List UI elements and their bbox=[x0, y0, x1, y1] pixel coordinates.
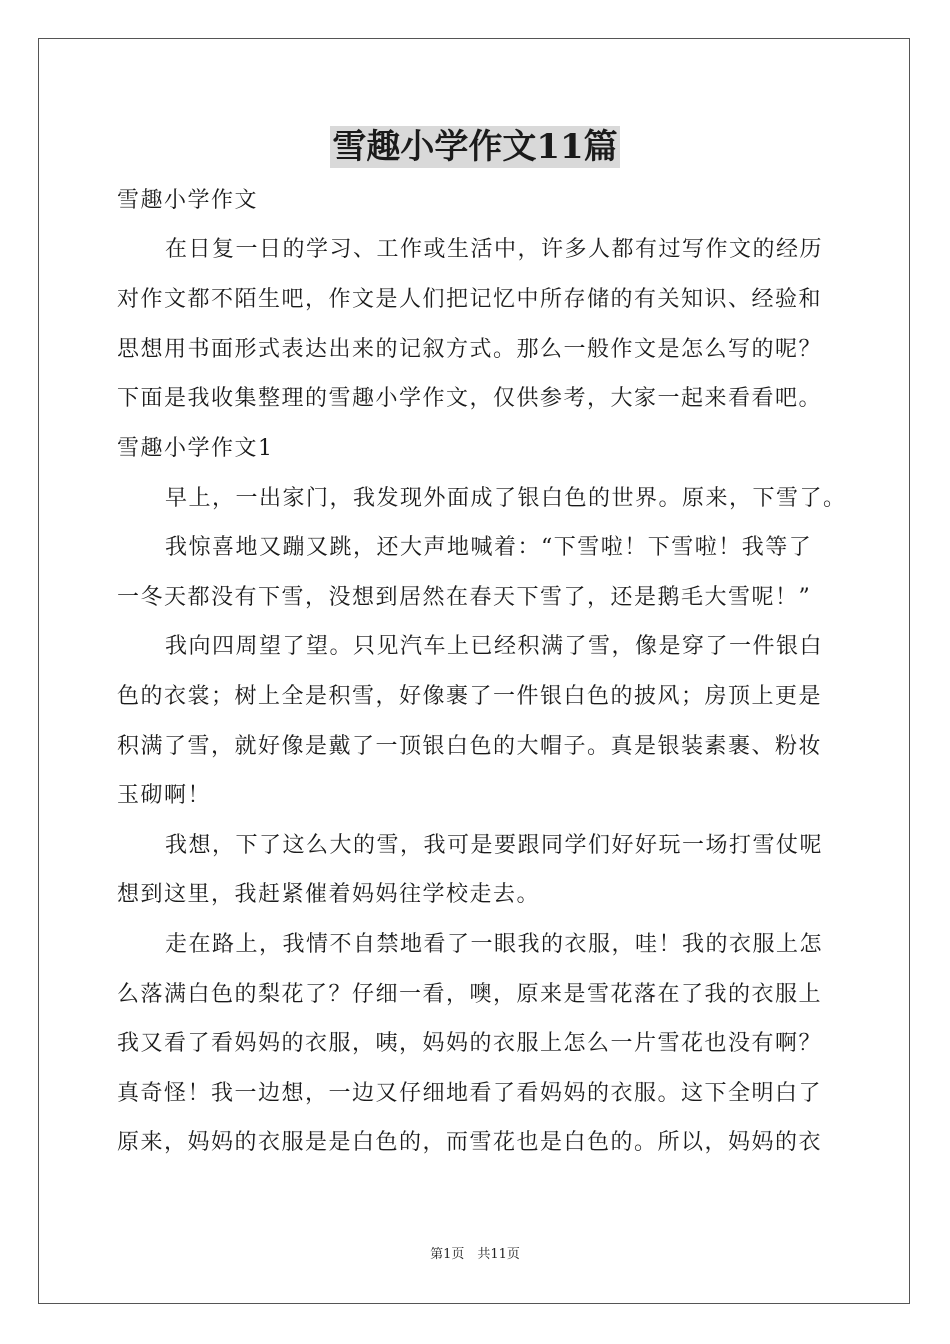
title-container bbox=[0, 126, 950, 168]
paragraph-line: 一冬天都没有下雪，没想到居然在春天下雪了，还是鹅毛大雪呢！” bbox=[117, 585, 812, 610]
paragraph-line: 么落满白色的梨花了？仔细一看，噢，原来是雪花落在了我的衣服上 bbox=[117, 982, 823, 1007]
paragraph-line: 我想，下了这么大的雪，我可是要跟同学们好好玩一场打雪仗呢 bbox=[165, 833, 824, 858]
paragraph-line: 思想用书面形式表达出来的记叙方式。那么一般作文是怎么写的呢？ bbox=[117, 337, 823, 362]
paragraph-line: 原来，妈妈的衣服是是白色的，而雪花也是白色的。所以，妈妈的衣 bbox=[117, 1130, 823, 1155]
paragraph-line: 早上，一出家门，我发现外面成了银白色的世界。原来，下雪了。 bbox=[165, 486, 847, 511]
paragraph-line: 我惊喜地又蹦又跳，还大声地喊着：“下雪啦！下雪啦！我等了 bbox=[165, 535, 813, 560]
paragraph-line: 我向四周望了望。只见汽车上已经积满了雪，像是穿了一件银白 bbox=[165, 634, 824, 659]
paragraph-line: 色的衣裳；树上全是积雪，好像裹了一件银白色的披风；房顶上更是 bbox=[117, 684, 823, 709]
paragraph-line: 真奇怪！我一边想，一边又仔细地看了看妈妈的衣服。这下全明白了 bbox=[117, 1081, 823, 1106]
paragraph-line: 我又看了看妈妈的衣服，咦，妈妈的衣服上怎么一片雪花也没有啊？ bbox=[117, 1031, 823, 1056]
document-title: 雪趣小学作文11篇 bbox=[332, 127, 618, 167]
paragraph-line: 在日复一日的学习、工作或生活中，许多人都有过写作文的经历 bbox=[165, 237, 824, 262]
paragraph-line: 玉砌啊！ bbox=[117, 783, 212, 808]
paragraph-line: 积满了雪，就好像是戴了一顶银白色的大帽子。真是银装素裹、粉妆 bbox=[117, 734, 823, 759]
paragraph-line: 想到这里，我赶紧催着妈妈往学校走去。 bbox=[117, 882, 541, 907]
section-heading: 雪趣小学作文1 bbox=[117, 436, 274, 461]
page-footer: 第1页 共11页 bbox=[430, 1247, 520, 1262]
paragraph-line: 走在路上，我情不自禁地看了一眼我的衣服，哇！我的衣服上怎 bbox=[165, 932, 824, 957]
paragraph-line: 下面是我收集整理的雪趣小学作文，仅供参考，大家一起来看看吧。 bbox=[117, 386, 823, 411]
page-border bbox=[38, 38, 910, 1304]
paragraph-line: 对作文都不陌生吧，作文是人们把记忆中所存储的有关知识、经验和 bbox=[117, 287, 823, 312]
section-heading: 雪趣小学作文 bbox=[117, 188, 259, 213]
